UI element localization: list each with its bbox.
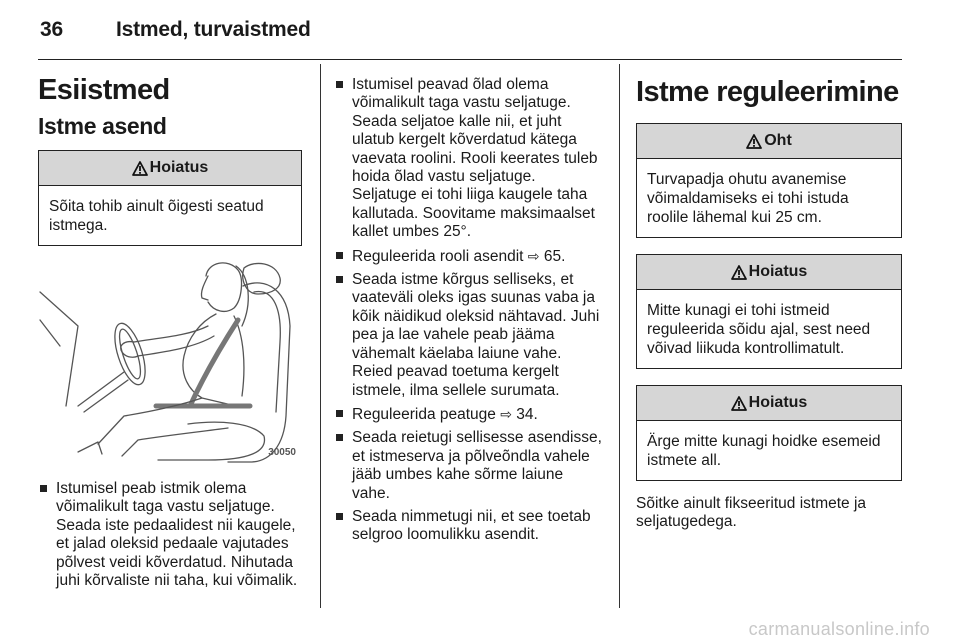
figure-number: 30050 (268, 447, 296, 458)
warning-text: Sõita tohib ainult õigesti seatud istmega. (49, 198, 264, 234)
warning-text: Mitte kunagi ei tohi istmeid reguleerida sõidu ajal, sest need võivad liikuda kontrollimatult. (647, 302, 871, 357)
warning-header (39, 151, 301, 186)
warning-text: Turvapadja ohutu avanemise võimaldamiseks ei tohi istuda roolile lähemal kui 25 cm. (647, 171, 849, 226)
warning-title: Hoiatus (748, 394, 808, 411)
driver-seat-drawing (38, 256, 302, 464)
danger-box (636, 123, 902, 238)
warning-triangle-icon (731, 396, 747, 411)
list-item: Seada istme kõrgus selliseks, et vaateväli oleks igas suunas vaba ja kõik näidikud oleksid nähtavad. Juhi pea ja lae vahele peab jääma vähemalt käelaba laiune vahe. Reied peavad toetuma kergelt istmele, ilma sellele surumata. (334, 271, 604, 400)
bullet-list (334, 76, 604, 545)
warning-title: Hoiatus (748, 263, 808, 280)
warning-header (637, 124, 901, 159)
list-item: Seada reietugi sellisesse asendisse, et istmeserva ja põlveõndla vahele jääb umbes kahe sõrme laiune vahe. (334, 429, 604, 503)
reference-arrow-icon: ⇨ (527, 247, 540, 264)
warning-text: Ärge mitte kunagi hoidke esemeid istmete all. (647, 433, 881, 469)
page-reference[interactable]: 34. (516, 405, 538, 423)
warning-title: Hoiatus (149, 159, 209, 176)
warning-title: Oht (764, 132, 792, 149)
list-item: Reguleerida peatuge ⇨ 34. (334, 405, 604, 424)
section-title: Esiistmed (38, 74, 170, 106)
list-item: Seada nimmetugi nii, et see toetab selgroo loomulikku asendit. (334, 508, 604, 545)
list-item: Reguleerida rooli asendit ⇨ 65. (334, 247, 604, 266)
warning-box (38, 150, 302, 246)
page-number: 36 (40, 18, 63, 41)
warning-box (636, 385, 902, 481)
reference-arrow-icon: ⇨ (500, 405, 512, 422)
header-rule (38, 59, 902, 60)
warning-triangle-icon (746, 134, 762, 149)
body-paragraph: Sõitke ainult fikseeritud istmete ja seljatugedega. (636, 495, 867, 531)
warning-triangle-icon (132, 161, 148, 176)
warning-header (637, 255, 901, 290)
watermark: carmanualsonline.info (748, 619, 930, 639)
bullet-list (38, 480, 302, 590)
column-1 (38, 62, 302, 595)
seating-position-illustration (38, 256, 302, 464)
column-2 (320, 62, 604, 550)
section-title: Istme reguleerimine (636, 76, 899, 108)
column-3 (620, 62, 902, 532)
page-reference[interactable]: 65. (543, 247, 566, 265)
list-item: Istumisel peavad õlad olema võimalikult taga vastu seljatuge. Seada seljatoe kalle nii, et juht ulatub kergelt kõverdatud kätega vaevata roolini. Rooli keerates tuleb hoida õlad vastu seljatuge. Seljatuge ei tohi liiga kaugele taha kallutada. Soovitame maksimaalset kallet umbes 25°. (334, 76, 604, 242)
chapter-title: Istmed, turvaistmed (116, 18, 311, 41)
warning-header (637, 386, 901, 421)
list-item: Istumisel peab istmik olema võimalikult taga vastu seljatuge. Seada iste pedaalidest nii kaugele, et jalad oleksid pedaale vajutades põlvest veidi kõverdatud. Nihutada juhi kõrvaliste nii taha, kui võimalik. (38, 480, 302, 590)
warning-triangle-icon (731, 265, 747, 280)
warning-box (636, 254, 902, 369)
subsection-title: Istme asend (38, 113, 167, 139)
